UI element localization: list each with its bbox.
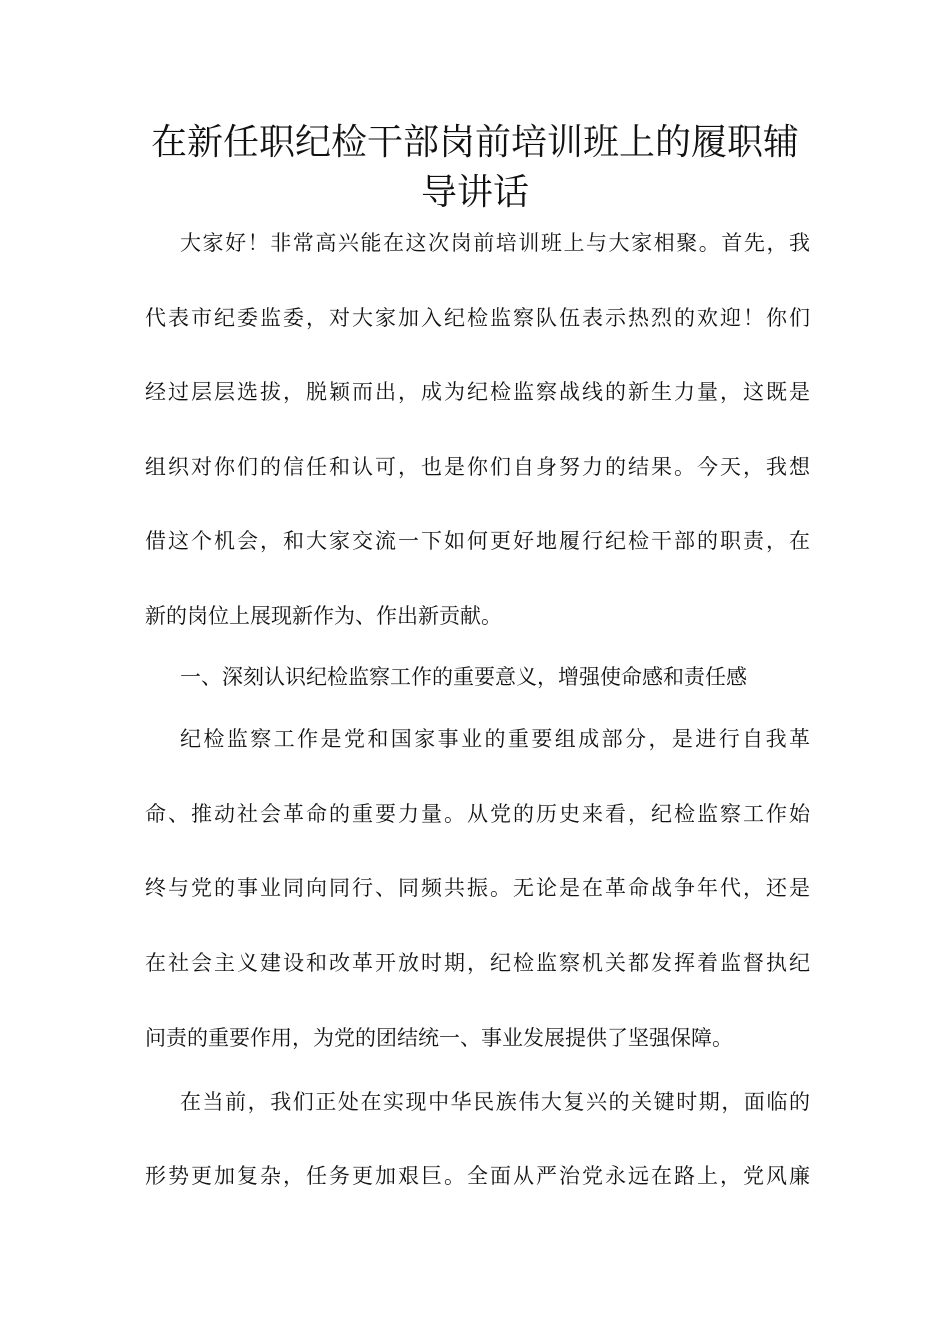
paragraph-intro-line-4: 组织对你们的信任和认可，也是你们自身努力的结果。今天，我想 (145, 455, 810, 479)
paragraph-2-line-5: 问责的重要作用，为党的团结统一、事业发展提供了坚强保障。 (145, 1026, 733, 1050)
paragraph-2-line-4: 在社会主义建设和改革开放时期，纪检监察机关都发挥着监督执纪 (145, 951, 810, 975)
document-title-line-1: 在新任职纪检干部岗前培训班上的履职辅 (150, 122, 799, 163)
paragraph-intro-line-5: 借这个机会，和大家交流一下如何更好地履行纪检干部的职责，在 (145, 529, 810, 553)
paragraph-3-line-1: 在当前，我们正处在实现中华民族伟大复兴的关键时期，面临的 (180, 1090, 810, 1114)
paragraph-intro-line-2: 代表市纪委监委，对大家加入纪检监察队伍表示热烈的欢迎！你们 (145, 306, 810, 330)
paragraph-3-line-2: 形势更加复杂，任务更加艰巨。全面从严治党永远在路上，党风廉 (145, 1164, 810, 1188)
section-heading-1: 一、深刻认识纪检监察工作的重要意义，增强使命感和责任感 (180, 665, 747, 689)
paragraph-intro-line-6: 新的岗位上展现新作为、作出新贡献。 (145, 604, 502, 628)
paragraph-intro-line-1: 大家好！非常高兴能在这次岗前培训班上与大家相聚。首先，我 (180, 231, 810, 255)
document-title-line-2: 导讲话 (420, 172, 529, 213)
paragraph-intro-line-3: 经过层层选拔，脱颖而出，成为纪检监察战线的新生力量，这既是 (145, 380, 810, 404)
paragraph-2-line-3: 终与党的事业同向同行、同频共振。无论是在革命战争年代，还是 (145, 876, 810, 900)
paragraph-2-line-1: 纪检监察工作是党和国家事业的重要组成部分，是进行自我革 (180, 727, 810, 751)
paragraph-2-line-2: 命、推动社会革命的重要力量。从党的历史来看，纪检监察工作始 (145, 802, 810, 826)
